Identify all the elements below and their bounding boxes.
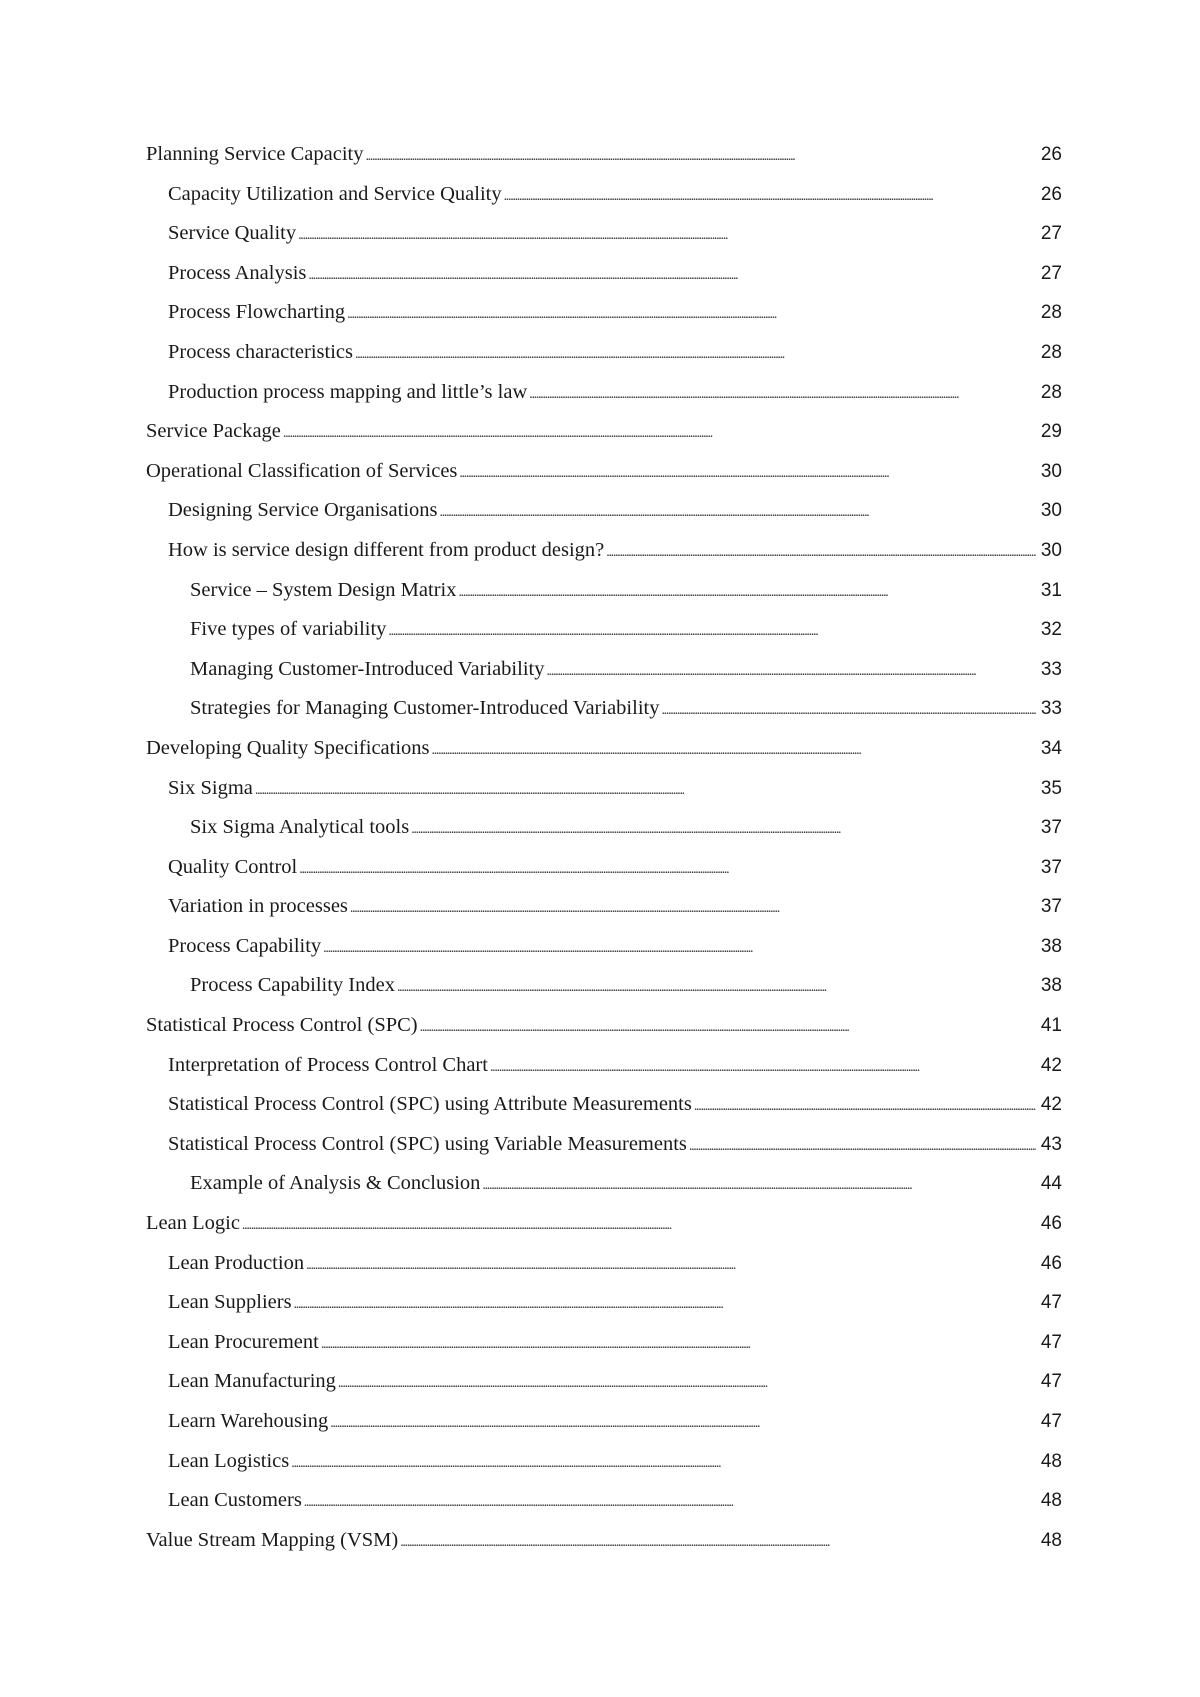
toc-entry-title: Lean Logistics [168, 1449, 290, 1472]
toc-entry-title: Process Analysis [168, 261, 307, 284]
toc-entry-title: Learn Warehousing [168, 1410, 329, 1432]
toc-entry[interactable] [146, 974, 1062, 1014]
toc-entry-page-number: 37 [1040, 856, 1062, 878]
toc-entry-title: Example of Analysis & Conclusion [190, 1172, 481, 1195]
toc-entry-page-number: 38 [1040, 975, 1062, 997]
toc-entry-title: Designing Service Organisations [168, 499, 438, 522]
toc-entry-title: Process Capability Index [190, 974, 395, 997]
toc-entry-page-number: 47 [1040, 1331, 1062, 1353]
toc-entry[interactable] [146, 1212, 1062, 1252]
toc-entry-page-number: 47 [1040, 1292, 1062, 1314]
toc-dot-leader [323, 935, 1036, 958]
toc-entry[interactable] [146, 658, 1062, 698]
toc-entry-page-number: 31 [1040, 579, 1062, 601]
toc-entry-page-number: 30 [1040, 500, 1062, 522]
toc-entry-page-number: 48 [1040, 1529, 1062, 1551]
toc-entry-page-number: 46 [1040, 1213, 1062, 1235]
toc-entry[interactable] [146, 1331, 1062, 1371]
toc-entry[interactable] [146, 1489, 1062, 1529]
toc-dot-leader [432, 737, 1036, 760]
toc-entry[interactable] [146, 618, 1062, 658]
toc-entry-title: Process Capability [168, 934, 322, 957]
toc-entry-title: Lean Logic [146, 1212, 240, 1235]
toc-entry-title: Process characteristics [168, 340, 353, 363]
toc-dot-leader [440, 499, 1037, 522]
toc-entry-page-number: 46 [1040, 1252, 1062, 1274]
toc-entry[interactable] [146, 539, 1062, 579]
toc-entry[interactable] [146, 143, 1062, 183]
toc-entry-title: Lean Procurement [168, 1330, 319, 1353]
toc-entry-title: Lean Manufacturing [168, 1370, 336, 1393]
toc-dot-leader [304, 1489, 1036, 1512]
toc-entry[interactable] [146, 499, 1062, 539]
toc-entry-page-number: 28 [1040, 381, 1062, 403]
toc-entry-title: Process Flowcharting [168, 301, 346, 324]
toc-entry-title: Lean Customers [168, 1489, 302, 1512]
toc-entry[interactable] [146, 935, 1062, 975]
toc-entry-title: Operational Classification of Services [146, 459, 458, 482]
toc-dot-leader [330, 1410, 1036, 1433]
toc-dot-leader [689, 1133, 1036, 1156]
toc-entry-page-number: 27 [1040, 223, 1062, 245]
toc-entry[interactable] [146, 1370, 1062, 1410]
toc-entry[interactable] [146, 1093, 1062, 1133]
toc-entry-title: Lean Production [168, 1251, 305, 1274]
toc-entry[interactable] [146, 381, 1062, 421]
toc-entry[interactable] [146, 1172, 1062, 1212]
toc-entry-page-number: 33 [1040, 698, 1062, 720]
toc-dot-leader [306, 1252, 1036, 1275]
toc-dot-leader [458, 579, 1036, 602]
toc-entry-title: Six Sigma Analytical tools [190, 816, 410, 839]
toc-entry[interactable] [146, 856, 1062, 896]
toc-entry-title: Interpretation of Process Control Chart [168, 1053, 488, 1076]
toc-dot-leader [350, 895, 1036, 918]
toc-dot-leader [365, 143, 1036, 166]
toc-entry-title: Planning Service Capacity [146, 143, 364, 165]
toc-entry-title: Six Sigma [168, 776, 253, 799]
toc-dot-leader [388, 618, 1036, 641]
toc-dot-leader [347, 301, 1036, 324]
toc-dot-leader [459, 460, 1036, 483]
toc-entry[interactable] [146, 1252, 1062, 1292]
toc-entry-page-number: 29 [1040, 421, 1062, 443]
toc-entry-page-number: 26 [1040, 183, 1062, 205]
toc-dot-leader [420, 1014, 1036, 1037]
toc-entry-title: Capacity Utilization and Service Quality [168, 182, 502, 205]
toc-entry[interactable] [146, 579, 1062, 619]
toc-dot-leader [490, 1054, 1036, 1077]
toc-entry[interactable] [146, 1529, 1062, 1569]
toc-entry-page-number: 47 [1040, 1411, 1062, 1432]
toc-entry-page-number: 37 [1040, 817, 1062, 839]
toc-entry-page-number: 44 [1040, 1173, 1062, 1195]
toc-entry[interactable] [146, 341, 1062, 381]
toc-dot-leader [299, 856, 1036, 879]
toc-entry[interactable] [146, 301, 1062, 341]
toc-entry-page-number: 48 [1040, 1490, 1062, 1512]
toc-entry-page-number: 28 [1040, 341, 1062, 363]
toc-entry-title: Statistical Process Control (SPC) using Attribute Measurements [168, 1093, 692, 1116]
toc-entry[interactable] [146, 697, 1062, 737]
toc-entry-title: Strategies for Managing Customer-Introduced Variability [190, 697, 660, 720]
toc-entry-title: Developing Quality Specifications [146, 736, 430, 759]
toc-entry-title: Service Quality [168, 222, 297, 245]
toc-entry[interactable] [146, 777, 1062, 817]
toc-entry[interactable] [146, 816, 1062, 856]
toc-entry-title: Statistical Process Control (SPC) [146, 1014, 418, 1037]
toc-entry-page-number: 33 [1040, 658, 1062, 680]
toc-dot-leader [661, 697, 1036, 720]
toc-entry-title: Service – System Design Matrix [190, 578, 457, 601]
toc-dot-leader [606, 539, 1036, 562]
toc-entry-page-number: 48 [1040, 1450, 1062, 1472]
table-of-contents [146, 143, 1062, 1568]
toc-entry[interactable] [146, 222, 1062, 262]
toc-dot-leader [308, 262, 1036, 285]
toc-entry-title: Five types of variability [190, 618, 387, 641]
toc-entry-title: Quality Control [168, 855, 298, 878]
toc-entry[interactable] [146, 460, 1062, 500]
toc-dot-leader [321, 1331, 1036, 1354]
toc-entry-title: Variation in processes [168, 895, 348, 918]
toc-dot-leader [694, 1093, 1036, 1116]
toc-entry[interactable] [146, 183, 1062, 223]
toc-dot-leader [298, 222, 1036, 245]
toc-dot-leader [546, 658, 1036, 681]
toc-entry-title: Value Stream Mapping (VSM) [146, 1528, 399, 1551]
toc-dot-leader [242, 1212, 1036, 1235]
toc-entry[interactable] [146, 262, 1062, 302]
toc-dot-leader [255, 777, 1036, 800]
toc-dot-leader [294, 1291, 1036, 1314]
toc-entry-page-number: 34 [1040, 737, 1062, 759]
toc-entry-title: Production process mapping and little’s law [168, 380, 528, 403]
toc-entry-page-number: 47 [1040, 1371, 1062, 1393]
toc-entry-page-number: 37 [1040, 896, 1062, 918]
toc-entry[interactable] [146, 1450, 1062, 1490]
toc-dot-leader [355, 341, 1036, 364]
toc-entry[interactable] [146, 895, 1062, 935]
toc-entry-page-number: 43 [1040, 1133, 1062, 1155]
toc-entry-title: How is service design different from product design? [168, 538, 605, 561]
toc-entry-page-number: 35 [1040, 777, 1062, 799]
toc-entry[interactable] [146, 1410, 1062, 1450]
toc-entry-page-number: 26 [1040, 144, 1062, 165]
toc-dot-leader [283, 420, 1036, 443]
toc-entry[interactable] [146, 737, 1062, 777]
toc-dot-leader [482, 1172, 1036, 1195]
toc-entry-page-number: 28 [1040, 302, 1062, 324]
toc-entry-title: Statistical Process Control (SPC) using Variable Measurements [168, 1132, 687, 1155]
toc-entry-title: Managing Customer-Introduced Variability [190, 657, 545, 680]
toc-dot-leader [529, 381, 1036, 404]
toc-entry[interactable] [146, 1291, 1062, 1331]
toc-entry-page-number: 30 [1040, 460, 1062, 482]
toc-dot-leader [504, 183, 1036, 206]
toc-dot-leader [338, 1370, 1036, 1393]
toc-entry-title: Service Package [146, 420, 281, 443]
toc-entry-page-number: 32 [1040, 619, 1062, 641]
toc-entry-page-number: 41 [1040, 1015, 1062, 1037]
toc-dot-leader [411, 816, 1036, 839]
toc-entry-page-number: 38 [1040, 935, 1062, 957]
toc-entry[interactable] [146, 1133, 1062, 1173]
toc-dot-leader [397, 974, 1036, 997]
toc-entry-page-number: 30 [1040, 539, 1062, 561]
toc-dot-leader [400, 1529, 1036, 1552]
toc-entry[interactable] [146, 1014, 1062, 1054]
toc-entry[interactable] [146, 420, 1062, 460]
toc-entry-page-number: 27 [1040, 262, 1062, 284]
toc-entry-page-number: 42 [1040, 1094, 1062, 1116]
toc-entry-title: Lean Suppliers [168, 1291, 292, 1314]
toc-entry-page-number: 42 [1040, 1054, 1062, 1076]
toc-entry[interactable] [146, 1054, 1062, 1094]
toc-dot-leader [291, 1450, 1036, 1473]
